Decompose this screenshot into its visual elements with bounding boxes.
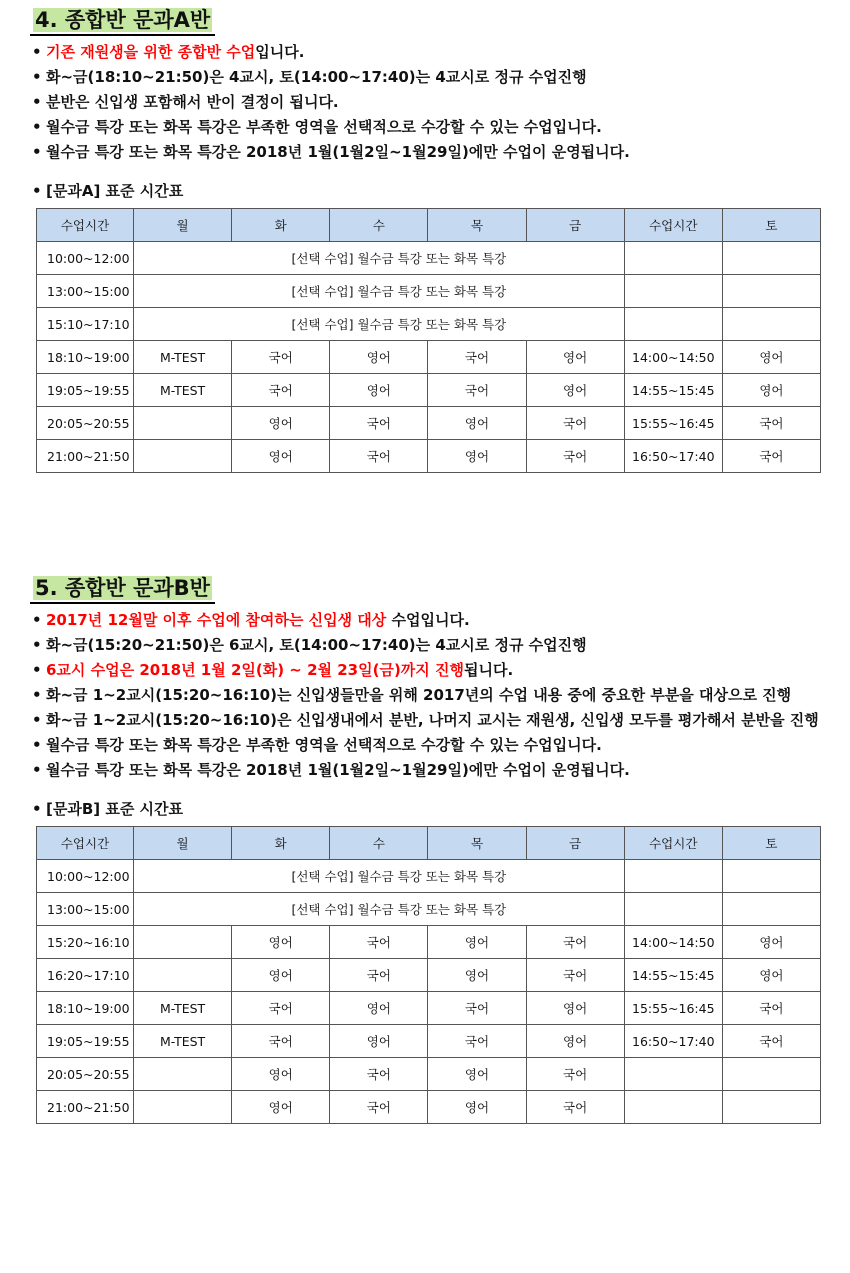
table-row: [37, 1025, 821, 1058]
table-cell: 국어: [232, 341, 330, 374]
table-cell: 16:50~17:40: [624, 1025, 722, 1058]
notice-text: 화~금(15:20~21:50)은 6교시, 토(14:00~17:40)는 4교시로 정규 수업진행: [46, 636, 587, 654]
table-title: • [문과B] 표준 시간표: [30, 797, 820, 822]
table-cell: 국어: [526, 407, 624, 440]
table-cell: [134, 959, 232, 992]
table-cell: [624, 242, 722, 275]
notice-item: [30, 633, 820, 658]
time-cell: 15:10~17:10: [37, 308, 134, 341]
table-cell: 영어: [722, 926, 820, 959]
table-cell: 영어: [428, 407, 526, 440]
table-row: [37, 1058, 821, 1091]
notice-list: [30, 608, 820, 783]
column-header: 수업시간: [624, 827, 722, 860]
table-cell: 국어: [232, 374, 330, 407]
table-cell: [134, 407, 232, 440]
highlight-text: 2017년 12월말 이후 수업에 참여하는 신입생 대상: [46, 611, 387, 629]
table-cell: 국어: [330, 407, 428, 440]
section-heading: [30, 6, 215, 36]
table-cell: 영어: [330, 992, 428, 1025]
column-header: 금: [526, 827, 624, 860]
time-cell: 13:00~15:00: [37, 275, 134, 308]
table-row: [37, 374, 821, 407]
notice-text: 수업입니다.: [386, 611, 470, 629]
table-cell: 영어: [428, 959, 526, 992]
notice-text: 월수금 특강 또는 화목 특강은 부족한 영역을 선택적으로 수강할 수 있는 수업입니다.: [46, 736, 602, 754]
table-cell: [134, 1091, 232, 1124]
table-row: [37, 275, 821, 308]
time-cell: 21:00~21:50: [37, 1091, 134, 1124]
table-row: [37, 959, 821, 992]
notice-item: [30, 115, 820, 140]
column-header: 수: [330, 209, 428, 242]
time-cell: 18:10~19:00: [37, 992, 134, 1025]
section-heading: [30, 574, 215, 604]
notice-item: [30, 90, 820, 115]
table-cell: M-TEST: [134, 992, 232, 1025]
timetable: [36, 208, 821, 473]
table-cell: [624, 893, 722, 926]
notice-item: [30, 708, 820, 733]
column-header: 월: [134, 827, 232, 860]
table-row: [37, 308, 821, 341]
table-cell: [134, 1058, 232, 1091]
table-cell: [134, 926, 232, 959]
table-cell: 국어: [330, 926, 428, 959]
column-header: 수업시간: [37, 827, 134, 860]
column-header: 토: [722, 827, 820, 860]
time-cell: 10:00~12:00: [37, 242, 134, 275]
highlight-text: 기존 재원생을 위한 종합반 수업: [46, 43, 256, 61]
notice-item: [30, 733, 820, 758]
table-cell: [624, 308, 722, 341]
table-cell: 국어: [722, 1025, 820, 1058]
time-cell: 15:20~16:10: [37, 926, 134, 959]
table-cell: 국어: [526, 1091, 624, 1124]
column-header: 월: [134, 209, 232, 242]
table-cell: 영어: [232, 1058, 330, 1091]
table-cell: [134, 440, 232, 473]
table-row: [37, 341, 821, 374]
time-cell: 16:20~17:10: [37, 959, 134, 992]
table-cell: 영어: [428, 1091, 526, 1124]
table-cell: 15:55~16:45: [624, 992, 722, 1025]
notice-item: [30, 40, 820, 65]
table-cell: 영어: [428, 440, 526, 473]
table-cell: 영어: [428, 926, 526, 959]
table-cell: 영어: [722, 374, 820, 407]
table-cell: [722, 893, 820, 926]
table-cell: 영어: [526, 992, 624, 1025]
notice-text: 월수금 특강 또는 화목 특강은 부족한 영역을 선택적으로 수강할 수 있는 수업입니다.: [46, 118, 602, 136]
table-cell: 영어: [526, 374, 624, 407]
table-row: [37, 893, 821, 926]
column-header: 수업시간: [37, 209, 134, 242]
table-cell: 국어: [330, 1058, 428, 1091]
notice-item: [30, 140, 820, 165]
table-cell: [722, 275, 820, 308]
table-cell: 국어: [232, 992, 330, 1025]
table-row: [37, 242, 821, 275]
time-cell: 18:10~19:00: [37, 341, 134, 374]
notice-text: 분반은 신입생 포함해서 반이 결정이 됩니다.: [46, 93, 339, 111]
time-cell: 19:05~19:55: [37, 374, 134, 407]
table-cell: [722, 860, 820, 893]
table-cell: [624, 860, 722, 893]
table-row: [37, 1091, 821, 1124]
elective-cell: [선택 수업] 월수금 특강 또는 화목 특강: [134, 893, 625, 926]
table-cell: 14:55~15:45: [624, 374, 722, 407]
notice-item: [30, 608, 820, 633]
table-cell: [722, 1058, 820, 1091]
notice-text: 화~금 1~2교시(15:20~16:10)는 신입생들만을 위해 2017년의 수업 내용 중에 중요한 부분을 대상으로 진행: [46, 686, 792, 704]
table-cell: 국어: [722, 407, 820, 440]
table-cell: 국어: [330, 1091, 428, 1124]
table-title: • [문과A] 표준 시간표: [30, 179, 820, 204]
notice-item: [30, 758, 820, 783]
table-cell: 영어: [232, 959, 330, 992]
table-cell: 국어: [330, 959, 428, 992]
table-cell: M-TEST: [134, 1025, 232, 1058]
table-cell: 영어: [232, 440, 330, 473]
elective-cell: [선택 수업] 월수금 특강 또는 화목 특강: [134, 308, 625, 341]
table-cell: 영어: [526, 341, 624, 374]
table-cell: 국어: [428, 374, 526, 407]
table-row: [37, 992, 821, 1025]
table-cell: 영어: [428, 1058, 526, 1091]
column-header: 목: [428, 827, 526, 860]
time-cell: 20:05~20:55: [37, 407, 134, 440]
table-cell: 영어: [330, 374, 428, 407]
heading-text: 4. 종합반 문과A반: [35, 8, 211, 32]
table-cell: 16:50~17:40: [624, 440, 722, 473]
time-cell: 21:00~21:50: [37, 440, 134, 473]
table-cell: 국어: [428, 1025, 526, 1058]
table-cell: [624, 1091, 722, 1124]
table-cell: [722, 242, 820, 275]
table-cell: 국어: [526, 440, 624, 473]
table-cell: 영어: [722, 341, 820, 374]
heading-text: 5. 종합반 문과B반: [35, 576, 210, 600]
table-cell: M-TEST: [134, 374, 232, 407]
section-class-b: [30, 574, 820, 1124]
table-header-row: [37, 827, 821, 860]
time-cell: 19:05~19:55: [37, 1025, 134, 1058]
table-row: [37, 926, 821, 959]
column-header: 금: [526, 209, 624, 242]
section-class-a: [30, 6, 820, 473]
notice-item: [30, 658, 820, 683]
table-row: [37, 440, 821, 473]
table-cell: [722, 308, 820, 341]
notice-item: [30, 65, 820, 90]
table-cell: 국어: [526, 959, 624, 992]
notice-text: 화~금(18:10~21:50)은 4교시, 토(14:00~17:40)는 4교시로 정규 수업진행: [46, 68, 587, 86]
table-cell: 15:55~16:45: [624, 407, 722, 440]
notice-text: 화~금 1~2교시(15:20~16:10)은 신입생내에서 분반, 나머지 교시는 재원생, 신입생 모두를 평가해서 분반을 진행: [46, 711, 819, 729]
highlight-text: 6교시 수업은 2018년 1월 2일(화) ~ 2월 23일(금)까지 진행: [46, 661, 464, 679]
table-cell: 14:00~14:50: [624, 341, 722, 374]
table-cell: M-TEST: [134, 341, 232, 374]
notice-text: 월수금 특강 또는 화목 특강은 2018년 1월(1월2일~1월29일)에만 수업이 운영됩니다.: [46, 143, 630, 161]
table-cell: 국어: [526, 926, 624, 959]
elective-cell: [선택 수업] 월수금 특강 또는 화목 특강: [134, 242, 625, 275]
table-row: [37, 407, 821, 440]
column-header: 수: [330, 827, 428, 860]
table-cell: [722, 1091, 820, 1124]
time-cell: 13:00~15:00: [37, 893, 134, 926]
table-cell: 국어: [428, 992, 526, 1025]
notice-text: 됩니다.: [463, 661, 514, 679]
timetable: [36, 826, 821, 1124]
table-cell: 영어: [232, 1091, 330, 1124]
table-cell: 국어: [722, 440, 820, 473]
table-cell: 영어: [722, 959, 820, 992]
column-header: 수업시간: [624, 209, 722, 242]
column-header: 화: [232, 827, 330, 860]
table-cell: 14:00~14:50: [624, 926, 722, 959]
table-cell: 영어: [232, 407, 330, 440]
table-cell: 14:55~15:45: [624, 959, 722, 992]
table-cell: 영어: [526, 1025, 624, 1058]
table-header-row: [37, 209, 821, 242]
table-cell: 영어: [232, 926, 330, 959]
column-header: 화: [232, 209, 330, 242]
table-cell: 국어: [428, 341, 526, 374]
notice-text: 입니다.: [255, 43, 305, 61]
time-cell: 10:00~12:00: [37, 860, 134, 893]
table-cell: 영어: [330, 341, 428, 374]
notice-list: [30, 40, 820, 165]
table-cell: 영어: [330, 1025, 428, 1058]
table-cell: [624, 275, 722, 308]
notice-item: [30, 683, 820, 708]
table-cell: 국어: [526, 1058, 624, 1091]
table-row: [37, 860, 821, 893]
column-header: 목: [428, 209, 526, 242]
elective-cell: [선택 수업] 월수금 특강 또는 화목 특강: [134, 860, 625, 893]
table-cell: [624, 1058, 722, 1091]
table-cell: 국어: [330, 440, 428, 473]
time-cell: 20:05~20:55: [37, 1058, 134, 1091]
elective-cell: [선택 수업] 월수금 특강 또는 화목 특강: [134, 275, 625, 308]
table-cell: 국어: [722, 992, 820, 1025]
notice-text: 월수금 특강 또는 화목 특강은 2018년 1월(1월2일~1월29일)에만 수업이 운영됩니다.: [46, 761, 630, 779]
table-cell: 국어: [232, 1025, 330, 1058]
column-header: 토: [722, 209, 820, 242]
